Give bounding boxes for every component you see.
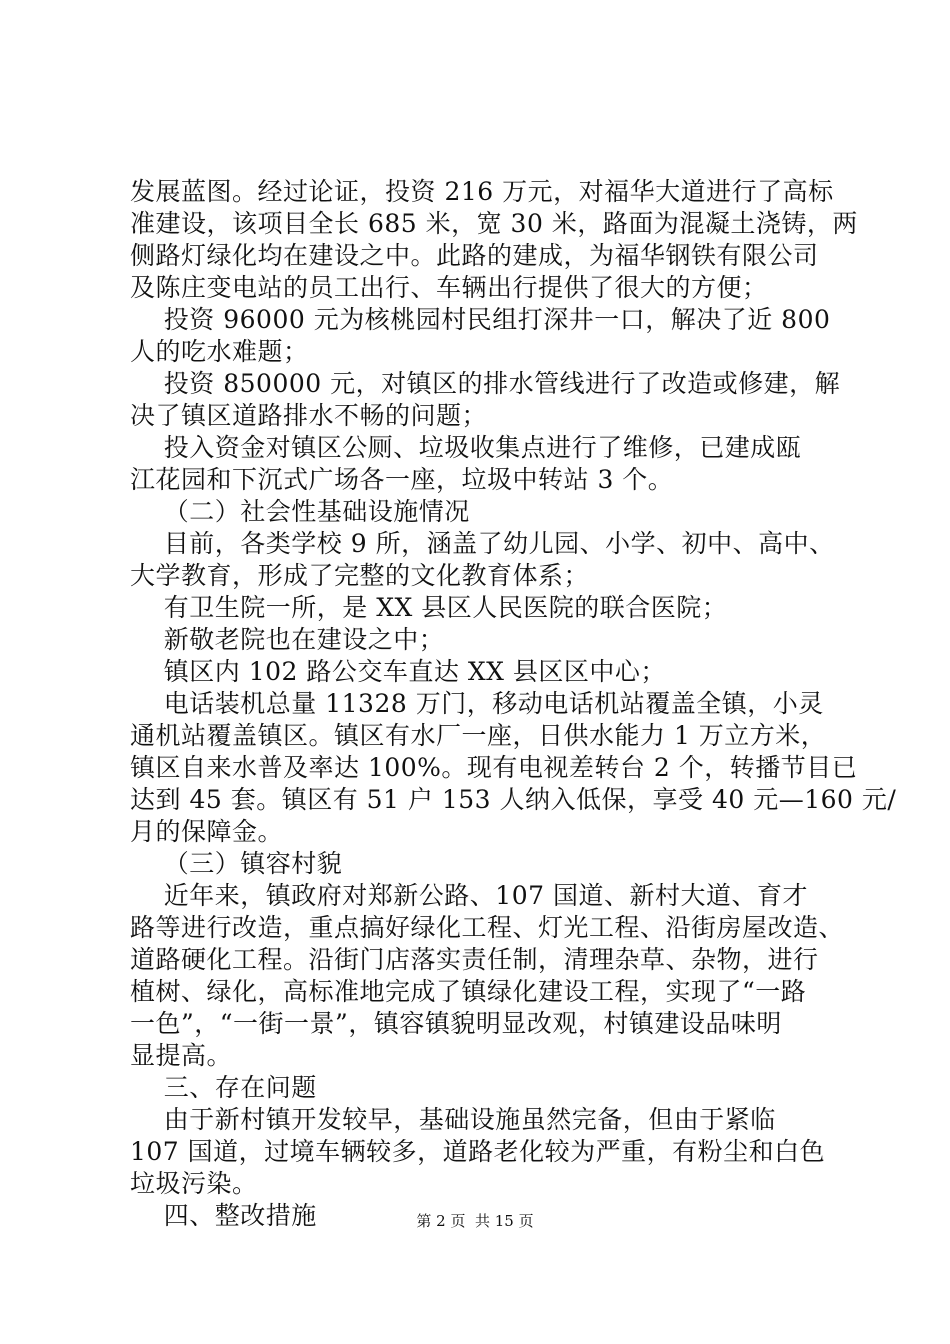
- text-line: 镇区内 102 路公交车直达 XX 县区区中心；: [130, 657, 666, 686]
- text-line: 镇区自来水普及率达 100%。现有电视差转台 2 个，转播节目已: [130, 753, 858, 782]
- text-line: 发展蓝图。经过论证，投资 216 万元，对福华大道进行了高标: [130, 177, 834, 206]
- text-line: 107 国道，过境车辆较多，道路老化较为严重，有粉尘和白色: [130, 1137, 826, 1166]
- text-line: 植树、绿化，高标准地完成了镇绿化建设工程，实现了“一路: [130, 977, 807, 1006]
- text-line: 电话装机总量 11328 万门，移动电话机站覆盖全镇，小灵: [130, 689, 824, 718]
- text-line: 目前，各类学校 9 所，涵盖了幼儿园、小学、初中、高中、: [130, 529, 835, 558]
- text-line: 投资 850000 元，对镇区的排水管线进行了改造或修建，解: [130, 369, 841, 398]
- text-line: 垃圾污染。: [130, 1169, 258, 1198]
- text-line: 一色”，“一街一景”，镇容镇貌明显改观，村镇建设品味明: [130, 1009, 782, 1038]
- text-line: 路等进行改造，重点搞好绿化工程、灯光工程、沿街房屋改造、: [130, 913, 845, 942]
- text-line: 通机站覆盖镇区。镇区有水厂一座，日供水能力 1 万立方米，: [130, 721, 827, 750]
- text-line: 人的吃水难题；: [130, 337, 309, 366]
- text-line: 近年来，镇政府对郑新公路、107 国道、新村大道、育才: [130, 881, 808, 910]
- section-heading: 三、存在问题: [130, 1073, 317, 1102]
- text-line: 决了镇区道路排水不畅的问题；: [130, 401, 488, 430]
- section-heading: （三）镇容村貌: [130, 849, 343, 878]
- section-heading: 四、整改措施: [130, 1201, 317, 1230]
- text-line: 及陈庄变电站的员工出行、车辆出行提供了很大的方便；: [130, 273, 768, 302]
- text-line: 准建设，该项目全长 685 米，宽 30 米，路面为混凝土浇铸，两: [130, 209, 858, 238]
- text-line: 月的保障金。: [130, 817, 284, 846]
- text-line: 投资 96000 元为核桃园村民组打深井一口，解决了近 800: [130, 305, 831, 334]
- text-line: 达到 45 套。镇区有 51 户 153 人纳入低保，享受 40 元—160 元/: [130, 785, 897, 814]
- text-line: 新敬老院也在建设之中；: [130, 625, 445, 654]
- text-line: 由于新村镇开发较早，基础设施虽然完备，但由于紧临: [130, 1105, 776, 1134]
- text-line: 投入资金对镇区公厕、垃圾收集点进行了维修，已建成瓯: [130, 433, 802, 462]
- section-heading: （二）社会性基础设施情况: [130, 497, 470, 526]
- text-line: 江花园和下沉式广场各一座，垃圾中转站 3 个。: [130, 465, 674, 494]
- text-line: 道路硬化工程。沿街门店落实责任制，清理杂草、杂物，进行: [130, 945, 819, 974]
- text-line: 大学教育，形成了完整的文化教育体系；: [130, 561, 590, 590]
- text-line: 有卫生院一所，是 XX 县区人民医院的联合医院；: [130, 593, 728, 622]
- text-line: 显提高。: [130, 1041, 233, 1070]
- page-number-footer: 第 2 页 共 15 页: [416, 1212, 534, 1230]
- text-line: 侧路灯绿化均在建设之中。此路的建成，为福华钢铁有限公司: [130, 241, 819, 270]
